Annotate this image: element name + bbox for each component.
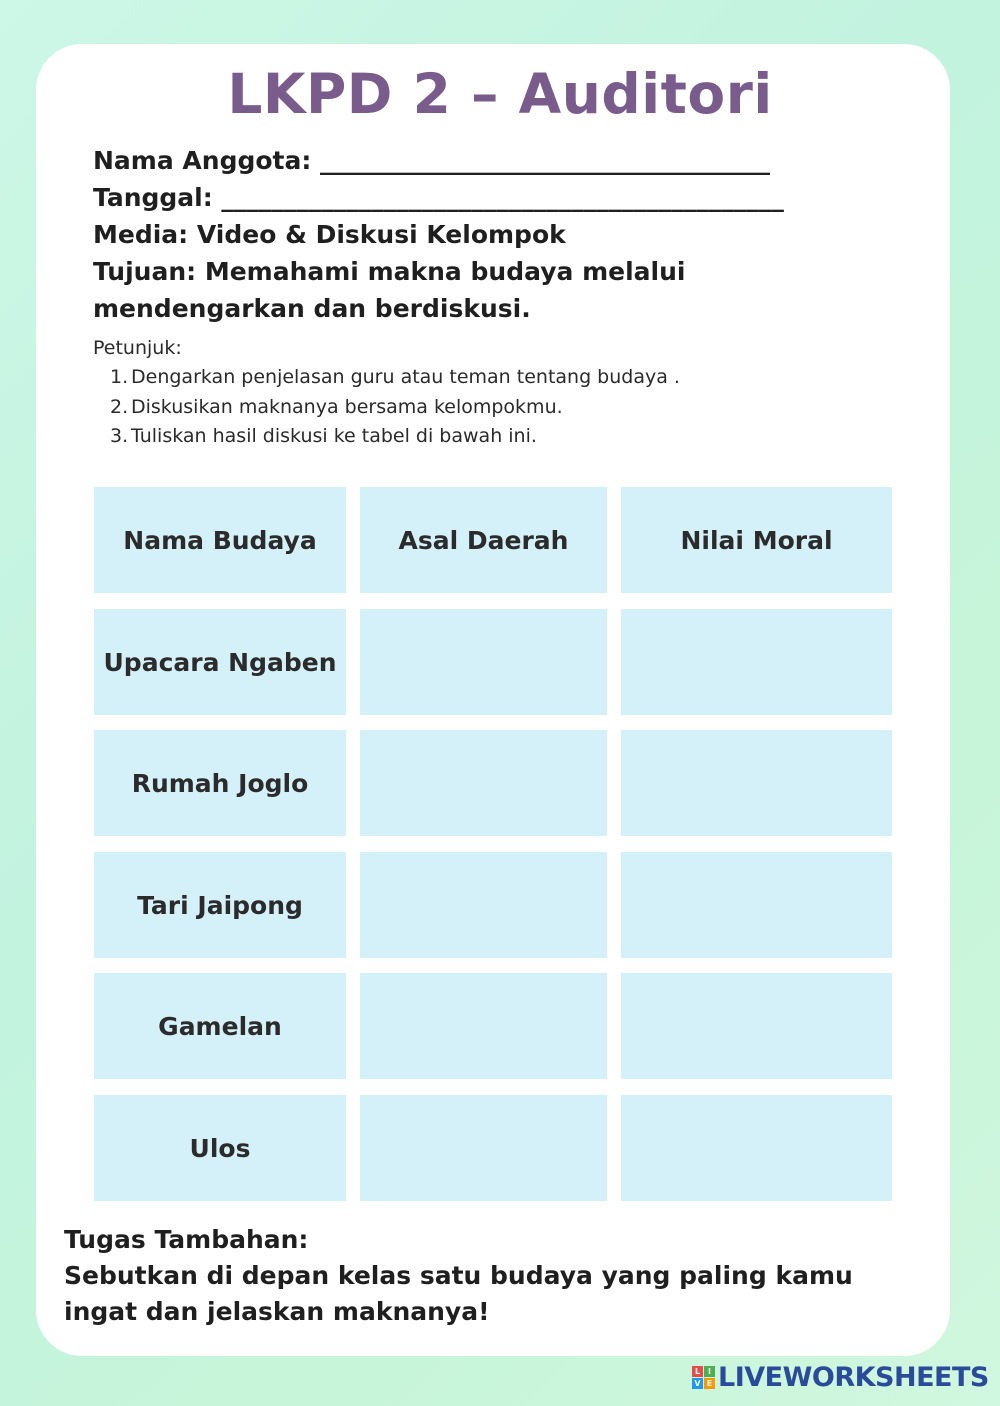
petunjuk-label: Petunjuk: — [93, 337, 182, 359]
step-item: 2. Diskusikan maknanya bersama kelompokmu. — [110, 395, 563, 418]
tugas-text: Sebutkan di depan kelas satu budaya yang paling kamu ingat dan jelaskan maknanya! — [64, 1261, 853, 1326]
input-asal-daerah[interactable] — [360, 852, 607, 958]
input-nilai-moral[interactable] — [621, 609, 892, 715]
input-nilai-moral[interactable] — [621, 1095, 892, 1201]
cell-nama-budaya: Ulos — [94, 1095, 346, 1201]
input-nilai-moral[interactable] — [621, 730, 892, 836]
brand-text: LIVEWORKSHEETS — [718, 1362, 989, 1393]
info-block — [93, 142, 893, 327]
liveworksheets-logo[interactable] — [692, 1362, 989, 1393]
liveworksheets-icon — [692, 1366, 715, 1389]
input-nilai-moral[interactable] — [621, 973, 892, 1079]
cell-nama-budaya: Rumah Joglo — [94, 730, 346, 836]
cell-nama-budaya: Tari Jaipong — [94, 852, 346, 958]
header-asal-daerah: Asal Daerah — [360, 487, 607, 593]
input-asal-daerah[interactable] — [360, 973, 607, 1079]
page-title: LKPD 2 – Auditori — [227, 62, 773, 126]
logo-letter: L — [692, 1366, 703, 1377]
logo-letter: I — [704, 1366, 715, 1377]
tugas-tambahan — [64, 1222, 924, 1330]
header-nama-budaya: Nama Budaya — [94, 487, 346, 593]
petunjuk-steps — [110, 363, 680, 452]
cell-nama-budaya: Upacara Ngaben — [94, 609, 346, 715]
logo-letter: V — [692, 1378, 703, 1389]
cell-nama-budaya: Gamelan — [94, 973, 346, 1079]
nama-anggota-field[interactable]: Nama Anggota: ____________________________________ — [93, 146, 771, 175]
header-nilai-moral: Nilai Moral — [621, 487, 892, 593]
input-asal-daerah[interactable] — [360, 609, 607, 715]
tanggal-field[interactable]: Tanggal: _____________________________________________ — [93, 183, 784, 212]
media-line: Media: Video & Diskusi Kelompok — [93, 220, 566, 249]
logo-letter: E — [704, 1378, 715, 1389]
tujuan-line: Tujuan: Memahami makna budaya melalui mendengarkan dan berdiskusi. — [93, 257, 686, 323]
input-nilai-moral[interactable] — [621, 852, 892, 958]
tugas-title: Tugas Tambahan: — [64, 1225, 309, 1254]
input-asal-daerah[interactable] — [360, 730, 607, 836]
input-asal-daerah[interactable] — [360, 1095, 607, 1201]
step-item: 1. Dengarkan penjelasan guru atau teman tentang budaya . — [110, 366, 680, 388]
step-item: 3. Tuliskan hasil diskusi ke tabel di bawah ini. — [110, 425, 537, 447]
